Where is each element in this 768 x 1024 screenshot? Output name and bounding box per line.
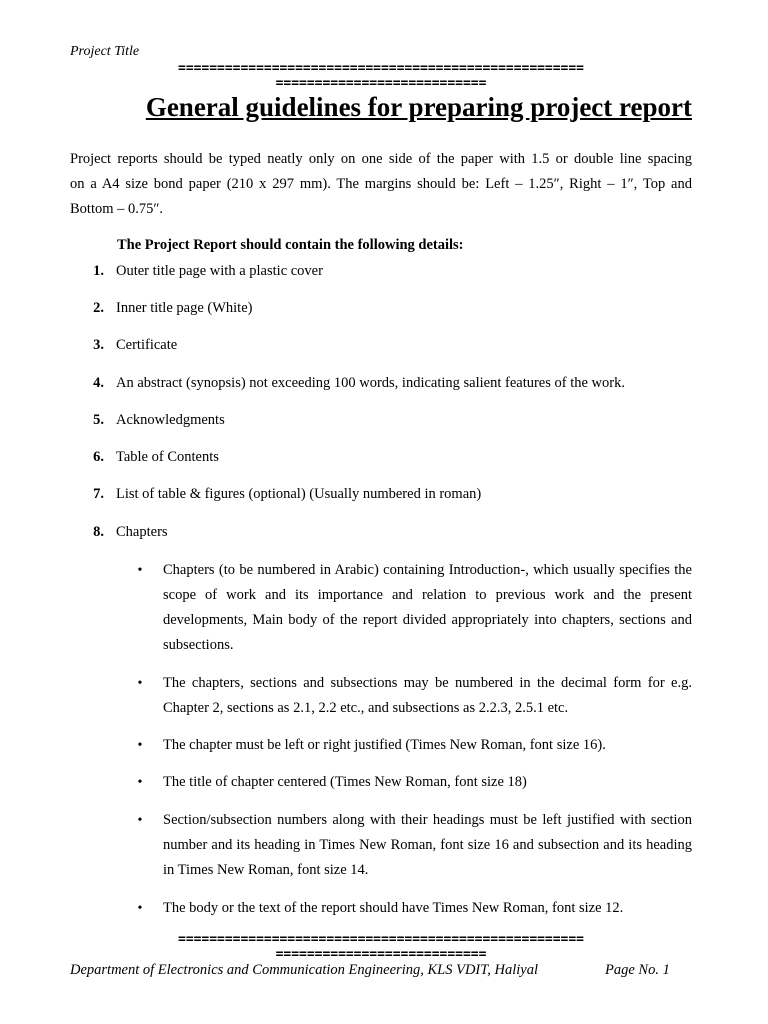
list-item-text: An abstract (synopsis) not exceeding 100 words, indicating salient features of the work. <box>116 375 625 391</box>
list-item-text: Certificate <box>116 337 178 353</box>
bullet-text: The body or the text of the report should have Times New Roman, font size 12. <box>163 900 624 916</box>
list-item-text: Table of Contents <box>116 449 219 465</box>
page-title: General guidelines for preparing project report <box>145 92 692 122</box>
list-item-number: 6. <box>93 449 104 465</box>
details-subheading: The Project Report should contain the following details: <box>117 237 464 253</box>
list-item-number: 7. <box>93 486 104 502</box>
list-item-text: Inner title page (White) <box>116 300 253 316</box>
header-rule-line-1: ==================================================== <box>178 61 584 76</box>
list-item-text: List of table & figures (optional) (Usually numbered in roman) <box>116 486 482 502</box>
intro-line-1: Project reports should be typed neatly only on one side of the paper with 1.5 or double line spacing <box>70 151 692 167</box>
footer-rule <box>70 932 692 962</box>
list-item-number: 8. <box>93 524 104 540</box>
list-item-text: Chapters <box>116 524 168 540</box>
list-item-number: 1. <box>93 263 104 279</box>
header-rule-line-2: =========================== <box>275 76 487 91</box>
bullet-icon: • <box>137 901 143 916</box>
bullet-text: The chapters, sections and subsections may be numbered in the decimal form for e.g. Chapter 2, sections as 2.1, 2.2 etc., and subsections as 2.2.3, 2.5.1 etc. <box>163 675 692 716</box>
list-item-text: Outer title page with a plastic cover <box>116 263 323 279</box>
header-rule <box>70 61 692 91</box>
footer-rule-line-1: ==================================================== <box>178 932 584 947</box>
footer-page-number: Page No. 1 <box>605 962 670 978</box>
bullet-text: The chapter must be left or right justified (Times New Roman, font size 16). <box>163 737 606 753</box>
list-item-number: 5. <box>93 412 104 428</box>
header-project-title: Project Title <box>70 44 140 59</box>
footer-department: Department of Electronics and Communication Engineering, KLS VDIT, Haliyal <box>70 962 538 978</box>
bullet-text: The title of chapter centered (Times New Roman, font size 18) <box>163 774 527 790</box>
list-item-number: 3. <box>93 337 104 353</box>
bullet-icon: • <box>137 775 143 790</box>
list-item-text: Acknowledgments <box>116 412 225 428</box>
list-item-number: 2. <box>93 300 104 316</box>
bullet-icon: • <box>137 813 143 828</box>
bullet-text: Section/subsection numbers along with their headings must be left justified with section number and its heading in Times New Roman, font size 16 and subsection and its heading in Times New Roman, font size 14. <box>163 812 692 878</box>
footer-rule-line-2: =========================== <box>275 947 487 962</box>
bullet-icon: • <box>137 676 143 691</box>
intro-line-2: on a A4 size bond paper (210 x 297 mm). The margins should be: Left – 1.25″, Right – 1″, Top and <box>70 176 692 192</box>
list-item-number: 4. <box>93 375 104 391</box>
bullet-icon: • <box>137 738 143 753</box>
bullet-icon: • <box>137 563 143 578</box>
intro-paragraph <box>70 147 692 222</box>
intro-line-3: Bottom – 0.75″. <box>70 201 164 217</box>
bullet-text: Chapters (to be numbered in Arabic) containing Introduction-, which usually specifies the scope of work and its importance and relation to previous work and the present developments, Main body of the report divided appropriately into chapters, sections and subsections. <box>163 562 692 653</box>
